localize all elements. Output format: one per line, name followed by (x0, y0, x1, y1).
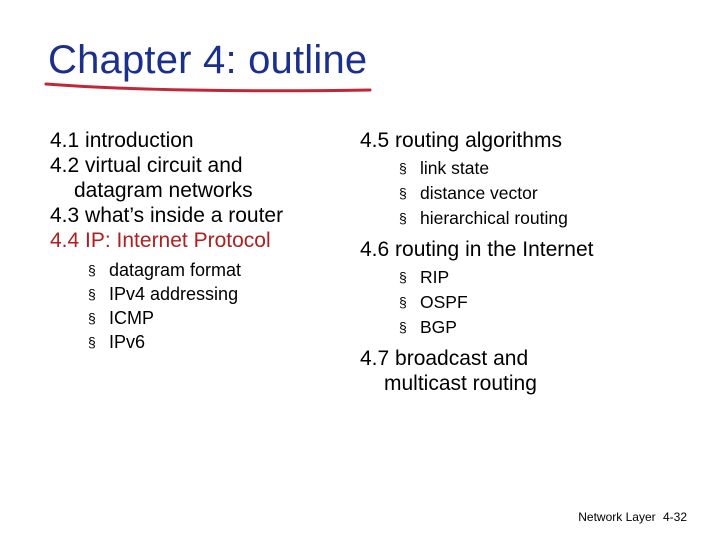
subitem: § OSPF (360, 290, 690, 315)
subitem: § IPv4 addressing (88, 284, 239, 304)
footer-label: Network Layer (578, 510, 656, 524)
outline-item-4-7: 4.7 broadcast and multicast routing (360, 347, 537, 395)
subitem: § BGP (360, 315, 690, 340)
outline-item-4-2: 4.2 virtual circuit and datagram networks (50, 154, 253, 202)
page-number: 4-32 (662, 510, 687, 524)
subitem-list-4-5 (360, 156, 690, 231)
left-column (50, 128, 350, 360)
subitem: § link state (360, 156, 690, 181)
slide-title: Chapter 4: outline (48, 38, 368, 82)
subitem: § hierarchical routing (360, 206, 690, 231)
subitem: § distance vector (360, 181, 690, 206)
square-bullet-icon: § (399, 160, 407, 176)
slide-footer (574, 510, 687, 524)
title-underline (44, 78, 374, 98)
outline-item-4-5: 4.5 routing algorithms (360, 129, 562, 152)
square-bullet-icon: § (399, 294, 407, 310)
subitem-list-4-4 (50, 258, 350, 354)
right-column (360, 128, 690, 396)
square-bullet-icon: § (399, 185, 407, 201)
square-bullet-icon: § (399, 269, 407, 285)
square-bullet-icon: § (399, 210, 407, 226)
square-bullet-icon: § (88, 334, 96, 350)
subitem: § ICMP (88, 308, 154, 328)
outline-item-4-3: 4.3 what’s inside a router (50, 204, 284, 227)
square-bullet-icon: § (88, 286, 96, 302)
subitem: § datagram format (88, 260, 242, 280)
outline-item-4-1: 4.1 introduction (50, 129, 194, 152)
subitem-list-4-6 (360, 265, 690, 340)
square-bullet-icon: § (88, 262, 96, 278)
subitem: § IPv6 (88, 332, 146, 352)
square-bullet-icon: § (399, 319, 407, 335)
subitem: § RIP (360, 265, 690, 290)
outline-item-4-4: 4.4 IP: Internet Protocol (50, 229, 271, 252)
square-bullet-icon: § (88, 310, 96, 326)
outline-item-4-6: 4.6 routing in the Internet (360, 238, 594, 261)
